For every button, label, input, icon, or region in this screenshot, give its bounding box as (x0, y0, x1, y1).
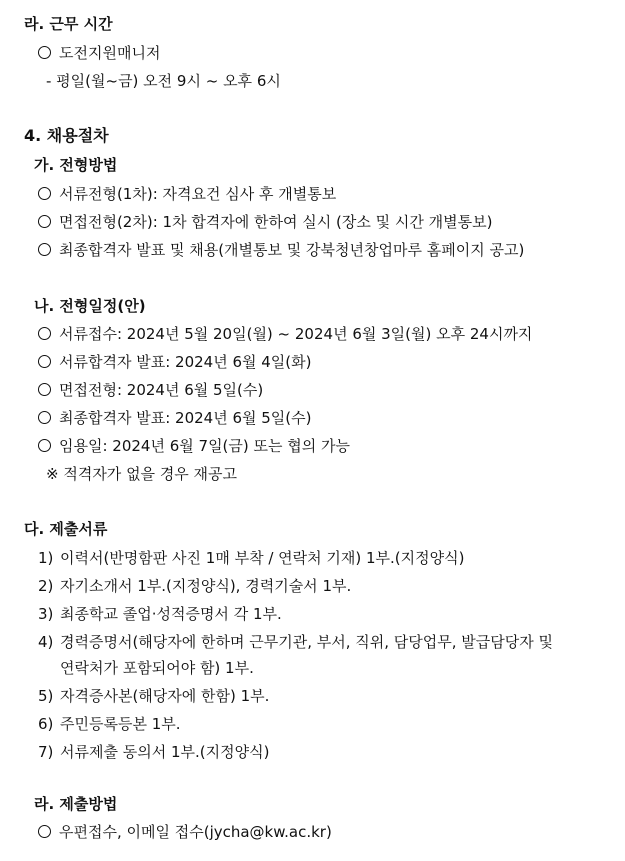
schedule-item-text: 서류합격자 발표: 2024년 6월 4일(화) (59, 353, 312, 371)
circle-bullet-icon (38, 825, 51, 838)
document-item (38, 686, 269, 706)
document-number: 5) (38, 687, 54, 705)
work-time-hours: - 평일(월~금) 오전 9시 ~ 오후 6시 (46, 72, 281, 90)
document-text: 주민등록등본 1부. (60, 715, 181, 733)
circle-bullet-icon (38, 187, 51, 200)
schedule-item-text: 면접전형: 2024년 6월 5일(수) (59, 381, 264, 399)
document-text: 경력증명서(해당자에 한하며 근무기관, 부서, 직위, 담당업무, 발급담당자 및 (60, 633, 554, 651)
document-number: 2) (38, 577, 54, 595)
document-item (38, 632, 553, 652)
schedule-item-text: 서류접수: 2024년 5월 20일(월) ~ 2024년 6월 3일(월) 오후 24시까지 (59, 325, 533, 343)
section-method-title: 가. 전형방법 (34, 156, 118, 174)
schedule-item (38, 380, 263, 400)
document-item (38, 548, 464, 568)
circle-bullet-icon (38, 46, 51, 59)
document-number: 3) (38, 605, 54, 623)
document-text: 서류제출 동의서 1부.(지정양식) (60, 743, 270, 761)
schedule-item (38, 352, 311, 372)
section-schedule-title: 나. 전형일정(안) (34, 297, 146, 315)
document-text: 자기소개서 1부.(지정양식), 경력기술서 1부. (60, 577, 352, 595)
document-text-continued: 연락처가 포함되어야 함) 1부. (60, 659, 254, 677)
work-time-item-text: 도전지원매니저 (59, 44, 161, 62)
method-item-text: 서류전형(1차): 자격요건 심사 후 개별통보 (59, 185, 337, 203)
section-work-time-title: 라. 근무 시간 (24, 15, 113, 33)
circle-bullet-icon (38, 439, 51, 452)
circle-bullet-icon (38, 355, 51, 368)
method-item-text: 최종합격자 발표 및 채용(개별통보 및 강북청년창업마루 홈페이지 공고) (59, 241, 525, 259)
method-item (38, 240, 524, 260)
document-number: 1) (38, 549, 54, 567)
document-item (38, 742, 269, 762)
schedule-item (38, 408, 311, 428)
schedule-note: ※ 적격자가 없을 경우 재공고 (46, 465, 238, 483)
circle-bullet-icon (38, 215, 51, 228)
document-text: 최종학교 졸업·성적증명서 각 1부. (60, 605, 282, 623)
schedule-item (38, 436, 350, 456)
document-item (38, 576, 351, 596)
circle-bullet-icon (38, 327, 51, 340)
document-text: 자격증사본(해당자에 한함) 1부. (60, 687, 270, 705)
document-item (38, 604, 282, 624)
schedule-item-text: 임용일: 2024년 6월 7일(금) 또는 협의 가능 (59, 437, 350, 455)
circle-bullet-icon (38, 411, 51, 424)
document-number: 7) (38, 743, 54, 761)
document-number: 4) (38, 633, 54, 651)
method-item (38, 184, 336, 204)
schedule-item (38, 324, 532, 344)
submission-item-text: 우편접수, 이메일 접수(jycha@kw.ac.kr) (59, 823, 332, 841)
document-item (38, 714, 181, 734)
method-item (38, 212, 492, 232)
document-number: 6) (38, 715, 54, 733)
section-documents-title: 다. 제출서류 (24, 520, 108, 538)
submission-item (38, 822, 332, 842)
work-time-item (38, 43, 160, 63)
section-submission-title: 라. 제출방법 (34, 795, 118, 813)
section-4-title: 4. 채용절차 (24, 126, 109, 145)
circle-bullet-icon (38, 243, 51, 256)
method-item-text: 면접전형(2차): 1차 합격자에 한하여 실시 (장소 및 시간 개별통보) (59, 213, 493, 231)
document-text: 이력서(반명함판 사진 1매 부착 / 연락처 기재) 1부.(지정양식) (60, 549, 465, 567)
schedule-item-text: 최종합격자 발표: 2024년 6월 5일(수) (59, 409, 312, 427)
circle-bullet-icon (38, 383, 51, 396)
